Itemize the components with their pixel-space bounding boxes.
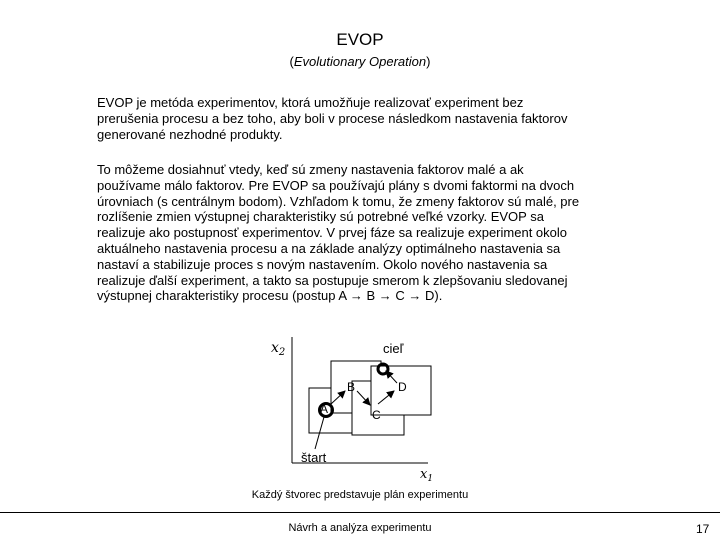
footer-divider xyxy=(0,512,720,513)
text-line: realizuje ako postupnosť experimentov. V prvej fáze sa realizuje experiment okolo xyxy=(97,225,567,241)
point-label-c: C xyxy=(372,408,381,422)
subtitle-english-term: Evolutionary Operation xyxy=(293,54,427,69)
subtitle-open-paren: ( xyxy=(289,54,294,69)
x-axis-label: $x_1$ xyxy=(420,467,434,484)
text-line: používame málo faktorov. Pre EVOP sa používajú plány s dvomi faktormi na dvoch xyxy=(97,177,575,193)
start-label: štart xyxy=(301,450,327,465)
footer-course-name: Návrh a analýza experimentu xyxy=(288,522,432,534)
text-line: výstupnej charakteristiky procesu (postup A → B → C → D). xyxy=(97,288,443,304)
text-line: To môžeme dosiahnuť vtedy, keď sú zmeny nastavenia faktorov malé a ak xyxy=(97,162,524,177)
text-line: generované nezhodné produkty. xyxy=(97,126,283,142)
goal-label: cieľ xyxy=(383,341,404,356)
page-number: 17 xyxy=(696,522,710,536)
text-line: prerušenia procesu a bez toho, aby boli v procese následkom nastavenia faktorov xyxy=(97,110,568,126)
text-line: aktuálneho nastavenia procesu a na základe analýzy optimálneho nastavenia sa xyxy=(97,240,561,256)
point-label-a: A xyxy=(320,402,329,416)
subtitle-close-paren: ) xyxy=(426,54,431,69)
y-axis-label: $x_2$ xyxy=(271,340,286,358)
text-line: rozlíšenie zmien výstupnej charakteristiky sú potrebné veľké vzorky. EVOP sa xyxy=(97,209,544,225)
point-label-d: D xyxy=(398,380,407,394)
text-line: nastaví a stabilizuje proces s novým nastavením. Okolo nového nastavenia sa xyxy=(97,256,548,272)
text-line: realizuje ďalší experiment, a takto sa postupuje smerom k zlepšovaniu sledovanej xyxy=(97,272,568,288)
diagram-caption: Každý štvorec predstavuje plán experimentu xyxy=(251,489,469,501)
slide-title: EVOP xyxy=(336,30,384,49)
text-line: úrovniach (s centrálnym bodom). Vzhľadom k tomu, že zmeny faktorov sú malé, pre xyxy=(97,193,580,209)
point-label-b: B xyxy=(347,380,356,394)
text-line: EVOP je metóda experimentov, ktorá umožňuje realizovať experiment bez xyxy=(97,95,524,110)
